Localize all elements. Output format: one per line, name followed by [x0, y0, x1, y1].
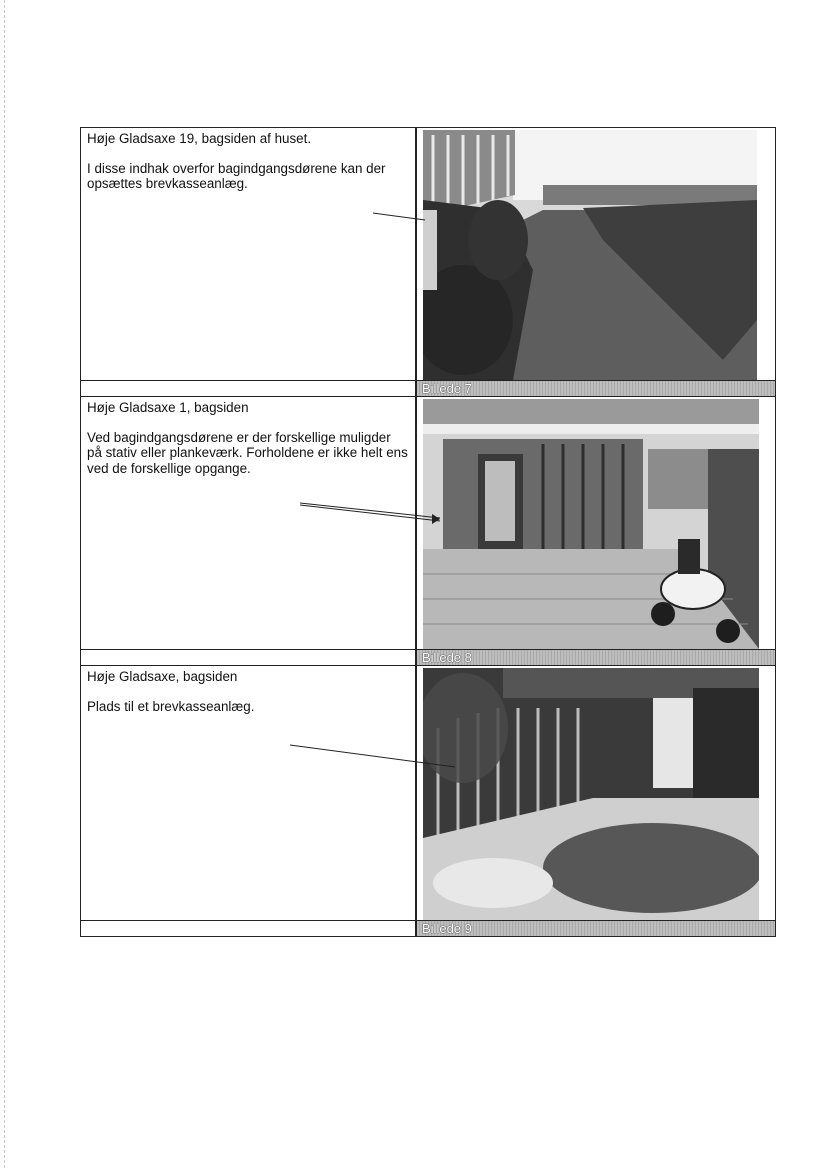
photo-7-image [423, 130, 757, 380]
table-row [80, 396, 776, 666]
entry-heading: Høje Gladsaxe 19, bagsiden af huset. [87, 131, 312, 146]
photo-billede-8 [416, 396, 776, 650]
caption-bar [416, 649, 776, 666]
photo-caption: Billede 9 [422, 921, 472, 936]
photo-billede-7 [416, 127, 776, 381]
empty-cell [80, 649, 416, 666]
text-cell [80, 127, 416, 381]
table-row [80, 127, 776, 397]
text-cell [80, 665, 416, 921]
photo-table [80, 127, 776, 937]
caption-bar [416, 920, 776, 937]
photo-billede-9 [416, 665, 776, 921]
entry-description: Ved bagindgangsdørene er der forskellige muligder på stativ eller plankeværk. Forholdene er ikke helt ens ved de forskellige opgange. [87, 429, 408, 476]
photo-9-image [423, 668, 759, 920]
page-edge-line [4, 0, 5, 1168]
empty-cell [80, 920, 416, 937]
caption-bar [416, 380, 776, 397]
entry-heading: Høje Gladsaxe 1, bagsiden [87, 400, 249, 415]
photo-8-image [423, 399, 759, 649]
entry-description: Plads til et brevkasseanlæg. [87, 698, 255, 714]
empty-cell [80, 380, 416, 397]
entry-heading: Høje Gladsaxe, bagsiden [87, 669, 238, 684]
table-row [80, 665, 776, 937]
photo-caption: Billede 8 [422, 650, 472, 665]
photo-caption: Billede 7 [422, 381, 472, 396]
text-cell [80, 396, 416, 650]
entry-description: I disse indhak overfor bagindgangsdørene kan der opsættes brevkasseanlæg. [87, 160, 386, 191]
